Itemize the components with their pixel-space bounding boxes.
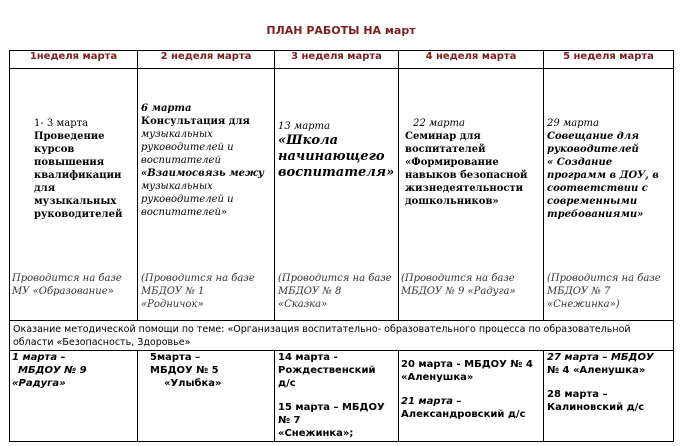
week-5-line: современными <box>547 196 638 207</box>
week-2-venue: (Проводится на базе <box>141 273 255 284</box>
header-row <box>10 51 674 69</box>
week-2-visits <box>138 351 275 442</box>
visit-line: МБДОУ № 9 <box>18 365 87 376</box>
week-3-date: 13 марта <box>278 121 331 132</box>
week-2-cell <box>138 69 275 321</box>
week-4-line: дошкольников» <box>405 196 499 207</box>
week-5-venue: МБДОУ № 7 <box>547 286 611 297</box>
week-2-line: руководителей и <box>141 142 234 153</box>
visit-line: «Аленушка» <box>401 372 474 383</box>
visit-line: № 4 «Аленушка» <box>547 365 646 376</box>
visit-line: 20 марта - МБДОУ № 4 <box>401 359 533 370</box>
week-1-line: повышения <box>34 157 105 168</box>
week-1-line: для <box>34 183 56 194</box>
week-3-venue: «Сказка» <box>278 299 328 310</box>
week-4-line: воспитателей <box>405 144 486 155</box>
visit-line: 27 марта – МБДОУ <box>547 352 654 363</box>
week-4-line: жизнедеятельности <box>405 183 524 194</box>
visit-line: Александровский д/с <box>401 409 526 420</box>
week-2-line: Консультация для <box>141 116 250 127</box>
week-1-date: 1- 3 марта <box>34 118 89 129</box>
visit-line: Калиновский д/с <box>547 402 645 413</box>
week-3-venue: МБДОУ № 8 <box>278 286 342 297</box>
visit-line: 28 марта – <box>547 389 608 400</box>
events-row <box>10 69 674 321</box>
week-4-date: 22 марта <box>413 118 466 129</box>
visit-line: 5марта – <box>150 352 201 363</box>
week-1-line: курсов <box>34 144 75 155</box>
week-3-venue: (Проводится на базе <box>278 273 392 284</box>
page-title: ПЛАН РАБОТЫ НА март <box>266 24 416 37</box>
week-2-line: воспитателей» <box>141 207 228 218</box>
week-5-line: руководителей <box>547 144 639 155</box>
week-1-venue: Проводится на базе <box>12 273 122 284</box>
week-4-line: навыков безопасной <box>405 170 528 181</box>
week-1-venue: МУ «Образование» <box>12 286 114 297</box>
week-3-visits <box>275 351 399 442</box>
week-1-visits <box>10 351 138 442</box>
week-2-venue: МБДОУ № 1 <box>141 286 205 297</box>
visit-line: 15 марта – МБДОУ № 7 <box>278 402 385 426</box>
week-1-cell <box>10 69 138 321</box>
week-2-line: воспитателей <box>141 155 221 166</box>
week-4-venue: МБДОУ № 9 «Радуга» <box>401 286 516 297</box>
week-5-visits <box>544 351 674 442</box>
visit-line: Рождественский <box>278 365 376 376</box>
visit-line: «Радуга» <box>12 378 66 389</box>
week-5-cell <box>544 69 674 321</box>
visit-line: МБДОУ № 5 <box>150 365 219 376</box>
week-3-cell <box>275 69 399 321</box>
week-5-header: 5 неделя марта <box>544 51 674 69</box>
methodical-help-note: Оказание методической помощи по теме: «Организация воспитательно- образовательного процесса по образовательной области «Безопасность, Здоровье» <box>10 321 674 351</box>
week-2-line: музыкальных <box>141 181 213 192</box>
week-1-header: 1неделя марта <box>10 51 138 69</box>
visit-line: 21 марта – <box>401 396 462 407</box>
week-5-line: Совещание для <box>547 131 640 142</box>
week-4-venue: (Проводится на базе <box>401 273 515 284</box>
week-2-header: 2 неделя марта <box>138 51 275 69</box>
visits-row <box>10 351 674 442</box>
week-2-venue: «Родничок» <box>141 299 204 310</box>
week-3-line: воспитателя» <box>278 165 395 180</box>
week-4-visits <box>399 351 544 442</box>
week-5-line: соответствии с <box>547 183 648 194</box>
week-4-line: «Формирование <box>405 157 499 168</box>
plan-table <box>9 50 674 442</box>
visit-line: «Улыбка» <box>164 378 222 389</box>
week-1-line: квалификации <box>34 170 122 181</box>
week-5-line: программ в ДОУ, в <box>547 170 659 181</box>
week-5-venue: (Проводится на базе <box>547 273 661 284</box>
week-1-line: Проведение <box>34 131 105 142</box>
visit-line: «Снежинка»; <box>278 428 354 439</box>
week-4-cell <box>399 69 544 321</box>
week-3-line: начинающего <box>278 149 385 164</box>
week-5-line: « Создание <box>547 157 613 168</box>
week-3-line: «Школа <box>278 133 339 148</box>
week-1-line: руководителей <box>34 209 123 220</box>
visit-line: 14 марта - <box>278 352 338 363</box>
visit-line: 1 марта – <box>12 352 66 363</box>
week-5-date: 29 марта <box>547 118 600 129</box>
week-2-date: 6 марта <box>141 103 192 114</box>
week-2-line: «Взаимосвязь межу <box>141 168 264 179</box>
week-2-line: руководителей и <box>141 194 234 205</box>
week-4-line: Семинар для <box>405 131 481 142</box>
week-3-header: 3 неделя марта <box>275 51 399 69</box>
week-5-venue: «Снежинка») <box>547 299 620 310</box>
week-4-header: 4 неделя марта <box>399 51 544 69</box>
week-2-line: музыкальных <box>141 129 213 140</box>
week-5-line: требованиями» <box>547 209 644 220</box>
note-row <box>10 321 674 351</box>
week-1-line: музыкальных <box>34 196 117 207</box>
visit-line: д/с <box>278 378 296 389</box>
